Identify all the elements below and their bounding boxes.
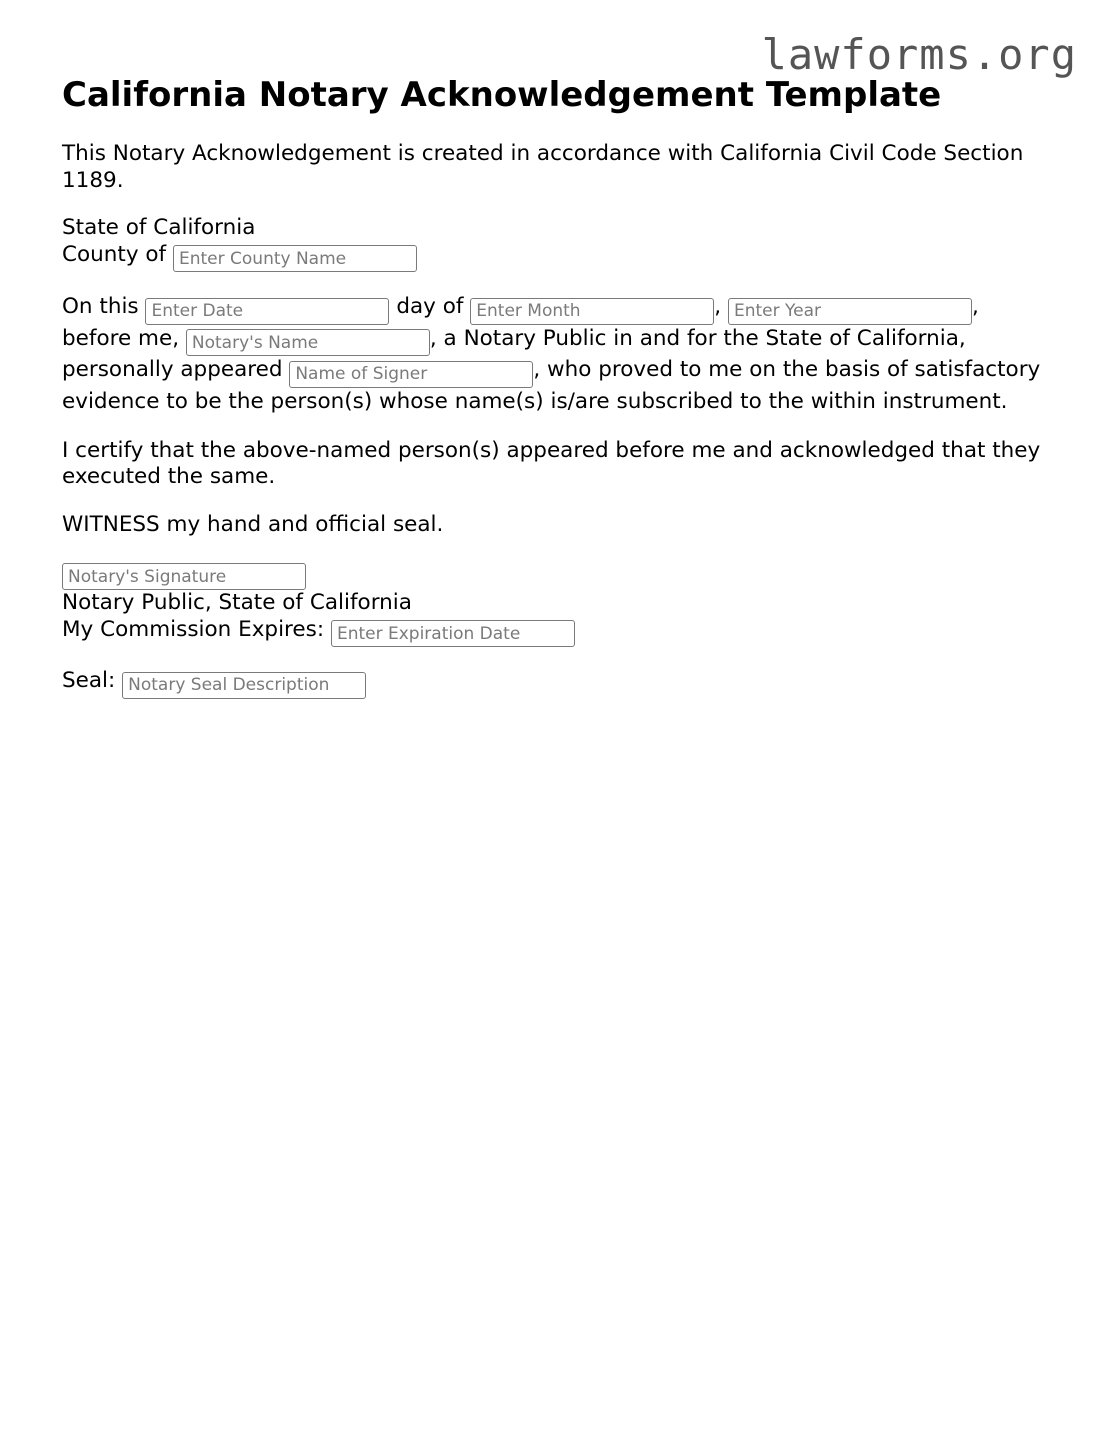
acknowledgment-paragraph <box>62 293 1057 416</box>
lawforms-watermark: lawforms.org <box>761 30 1077 79</box>
document-body <box>62 141 1057 720</box>
day-of-text: day of <box>396 294 464 320</box>
signature-line <box>62 560 1057 591</box>
county-line <box>62 242 1057 273</box>
notary-public-text: , a Notary Public in and for the State of California, <box>429 325 966 351</box>
before-me-text: before me, <box>62 325 180 351</box>
notary-name-input[interactable] <box>186 329 430 356</box>
evidence-text: evidence to be the person(s) whose name(s) is/are subscribed to the within instrument. <box>62 388 1008 414</box>
witness-paragraph: WITNESS my hand and official seal. <box>62 511 444 537</box>
comma-text: , <box>971 294 979 320</box>
seal-label: Seal: <box>62 668 116 694</box>
seal-description-input[interactable] <box>122 672 366 699</box>
page-title: California Notary Acknowledgement Template <box>62 75 942 115</box>
year-input[interactable] <box>728 298 972 325</box>
commission-label: My Commission Expires: <box>62 616 325 642</box>
notary-signature-input[interactable] <box>62 563 306 590</box>
seal-block <box>62 668 1057 699</box>
comma-text: , <box>714 294 722 320</box>
intro-paragraph: This Notary Acknowledgement is created in accordance with California Civil Code Section 1189. <box>62 141 1024 193</box>
venue-block <box>62 215 1057 272</box>
expiration-date-input[interactable] <box>331 620 575 647</box>
personally-appeared-text: personally appeared <box>62 357 283 383</box>
commission-line <box>62 617 1057 648</box>
proved-text: , who proved to me on the basis of satisfactory <box>533 357 1041 383</box>
certify-paragraph: I certify that the above-named person(s) appeared before me and acknowledged that they executed the same. <box>62 437 1041 490</box>
signature-block <box>62 560 1057 648</box>
on-this-text: On this <box>62 294 139 320</box>
signer-name-input[interactable] <box>289 361 533 388</box>
state-line: State of California <box>62 215 256 241</box>
date-input[interactable] <box>145 298 389 325</box>
month-input[interactable] <box>470 298 714 325</box>
county-label: County of <box>62 241 167 267</box>
notary-public-line: Notary Public, State of California <box>62 590 412 616</box>
county-name-input[interactable] <box>173 245 417 272</box>
